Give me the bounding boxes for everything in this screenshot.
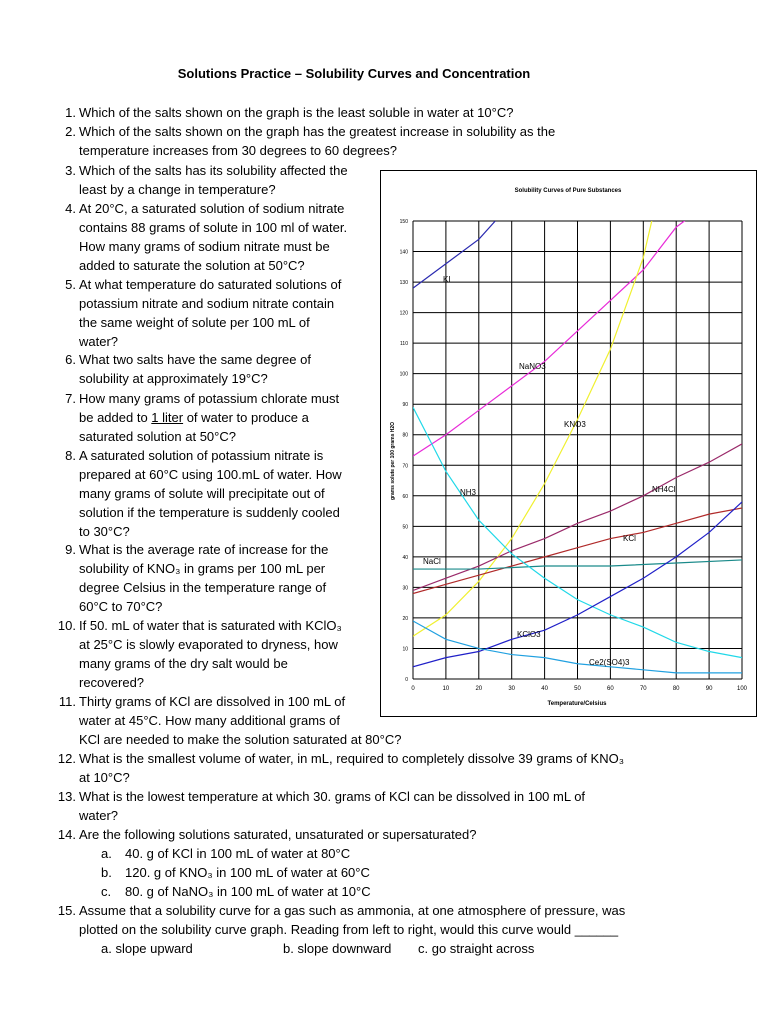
x-tick-label: 30 xyxy=(508,686,516,692)
question-9: 9. What is the average rate of increase for the solubility of KNO₃ in grams per 100 mL per degree Celsius in the temperature range of 60°C to 70°C? xyxy=(65,542,329,614)
series-label-nh4cl: NH4Cl xyxy=(652,485,676,494)
series-label-ki: KI xyxy=(443,275,451,284)
question-6: 6. What two salts have the same degree of solubility at approximately 19°C? xyxy=(65,352,311,386)
q14-option-c: c. 80. g of NaNO₃ in 100 mL of water at 10°C xyxy=(101,884,371,899)
question-2: 2. Which of the salts shown on the graph has the greatest increase in solubility as the temperature increases from 30 degrees to 60 degrees? xyxy=(65,124,556,158)
y-tick-label: 80 xyxy=(402,432,408,439)
x-axis-label: Temperature/Celsius xyxy=(547,701,607,707)
question-8: 8. A saturated solution of potassium nitrate is prepared at 60°C using 100.mL of water. How many grams of solute will precipitate out of solution if the temperature is suddenly cooled to 30°C? xyxy=(65,448,342,539)
x-tick-label: 60 xyxy=(607,686,614,692)
x-tick-label: 40 xyxy=(541,686,548,692)
x-tick-label: 0 xyxy=(411,686,415,692)
question-7: 7. How many grams of potassium chlorate must be added to 1 liter of water to produce a saturated solution at 50°C? xyxy=(65,391,340,444)
y-axis-label: grams solute per 100 grams H2O xyxy=(390,421,396,501)
x-tick-label: 20 xyxy=(475,686,483,692)
x-tick-label: 100 xyxy=(736,686,748,692)
x-tick-label: 50 xyxy=(574,686,581,692)
y-tick-label: 90 xyxy=(402,402,408,409)
y-tick-label: 70 xyxy=(402,463,408,470)
series-label-ce2so43: Ce2(SO4)3 xyxy=(589,658,630,667)
series-label-nano3: NaNO3 xyxy=(519,362,546,371)
question-14: 14. Are the following solutions saturated, unsaturated or supersaturated? xyxy=(57,827,477,842)
y-tick-label: 140 xyxy=(399,249,408,256)
question-12: 12. What is the smallest volume of water, in mL, required to completely dissolve 39 grams of KNO₃ at 10°C? xyxy=(57,751,625,785)
y-tick-label: 120 xyxy=(399,310,408,317)
series-label-nh3: NH3 xyxy=(460,488,477,497)
y-tick-label: 30 xyxy=(402,585,408,592)
series-label-nacl: NaCl xyxy=(423,557,441,566)
q15-option-c: c. go straight across xyxy=(418,941,535,956)
y-tick-label: 60 xyxy=(402,493,408,500)
worksheet-title: Solutions Practice – Solubility Curves and Concentration xyxy=(177,66,531,81)
q15-option-a: a. slope upward xyxy=(101,941,193,956)
y-tick-label: 0 xyxy=(405,677,408,683)
y-tick-label: 20 xyxy=(402,615,408,622)
y-tick-label: 40 xyxy=(402,554,408,561)
y-tick-label: 50 xyxy=(402,524,408,531)
question-15: 15. Assume that a solubility curve for a gas such as ammonia, at one atmosphere of pressure, was plotted on the solubility curve graph. Reading from left to right, would this curve would ______ xyxy=(57,903,626,937)
x-tick-label: 90 xyxy=(705,686,713,692)
question-1: 1. Which of the salts shown on the graph is the least soluble in water at 10°C? xyxy=(65,105,514,120)
chart-svg xyxy=(381,171,756,716)
y-tick-label: 110 xyxy=(400,341,408,348)
y-tick-label: 130 xyxy=(399,280,408,287)
series-line-ki xyxy=(413,221,495,288)
y-tick-label: 100 xyxy=(399,371,408,378)
question-3: 3. Which of the salts has its solubility affected the least by a change in temperature? xyxy=(65,163,348,197)
solubility-chart xyxy=(380,170,757,717)
x-tick-label: 70 xyxy=(639,686,647,692)
series-label-kcl: KCl xyxy=(623,534,636,543)
series-label-kno3: KNO3 xyxy=(564,420,586,429)
question-10: 10. If 50. mL of water that is saturated with KClO₃ at 25°C is slowly evaporated to dryness, how many grams of the dry salt would be recovered? xyxy=(57,618,342,690)
question-4: 4. At 20°C, a saturated solution of sodium nitrate contains 88 grams of solute in 100 ml of water. How many grams of sodium nitrate must be added to saturate the solution at 50°C? xyxy=(65,201,348,273)
question-11: 11. Thirty grams of KCl are dissolved in 100 mL of water at 45°C. How many additional grams of KCl are needed to make the solution saturated at 80°C? xyxy=(58,694,402,747)
y-tick-label: 150 xyxy=(399,219,408,225)
question-5: 5. At what temperature do saturated solutions of potassium nitrate and sodium nitrate contain the same weight of solute per 100 mL of water? xyxy=(65,277,342,349)
x-tick-label: 80 xyxy=(672,686,680,692)
series-label-kclo3: KClO3 xyxy=(517,630,541,639)
x-tick-label: 10 xyxy=(442,686,450,692)
q14-option-a: a. 40. g of KCl in 100 mL of water at 80°C xyxy=(101,846,351,861)
chart-title: Solubility Curves of Pure Substances xyxy=(514,188,622,194)
q14-option-b: b. 120. g of KNO₃ in 100 mL of water at 60°C xyxy=(101,865,370,880)
question-13: 13. What is the lowest temperature at which 30. grams of KCl can be dissolved in 100 mL of water? xyxy=(57,789,586,823)
q15-option-b: b. slope downward xyxy=(283,941,392,956)
y-tick-label: 10 xyxy=(402,646,408,653)
